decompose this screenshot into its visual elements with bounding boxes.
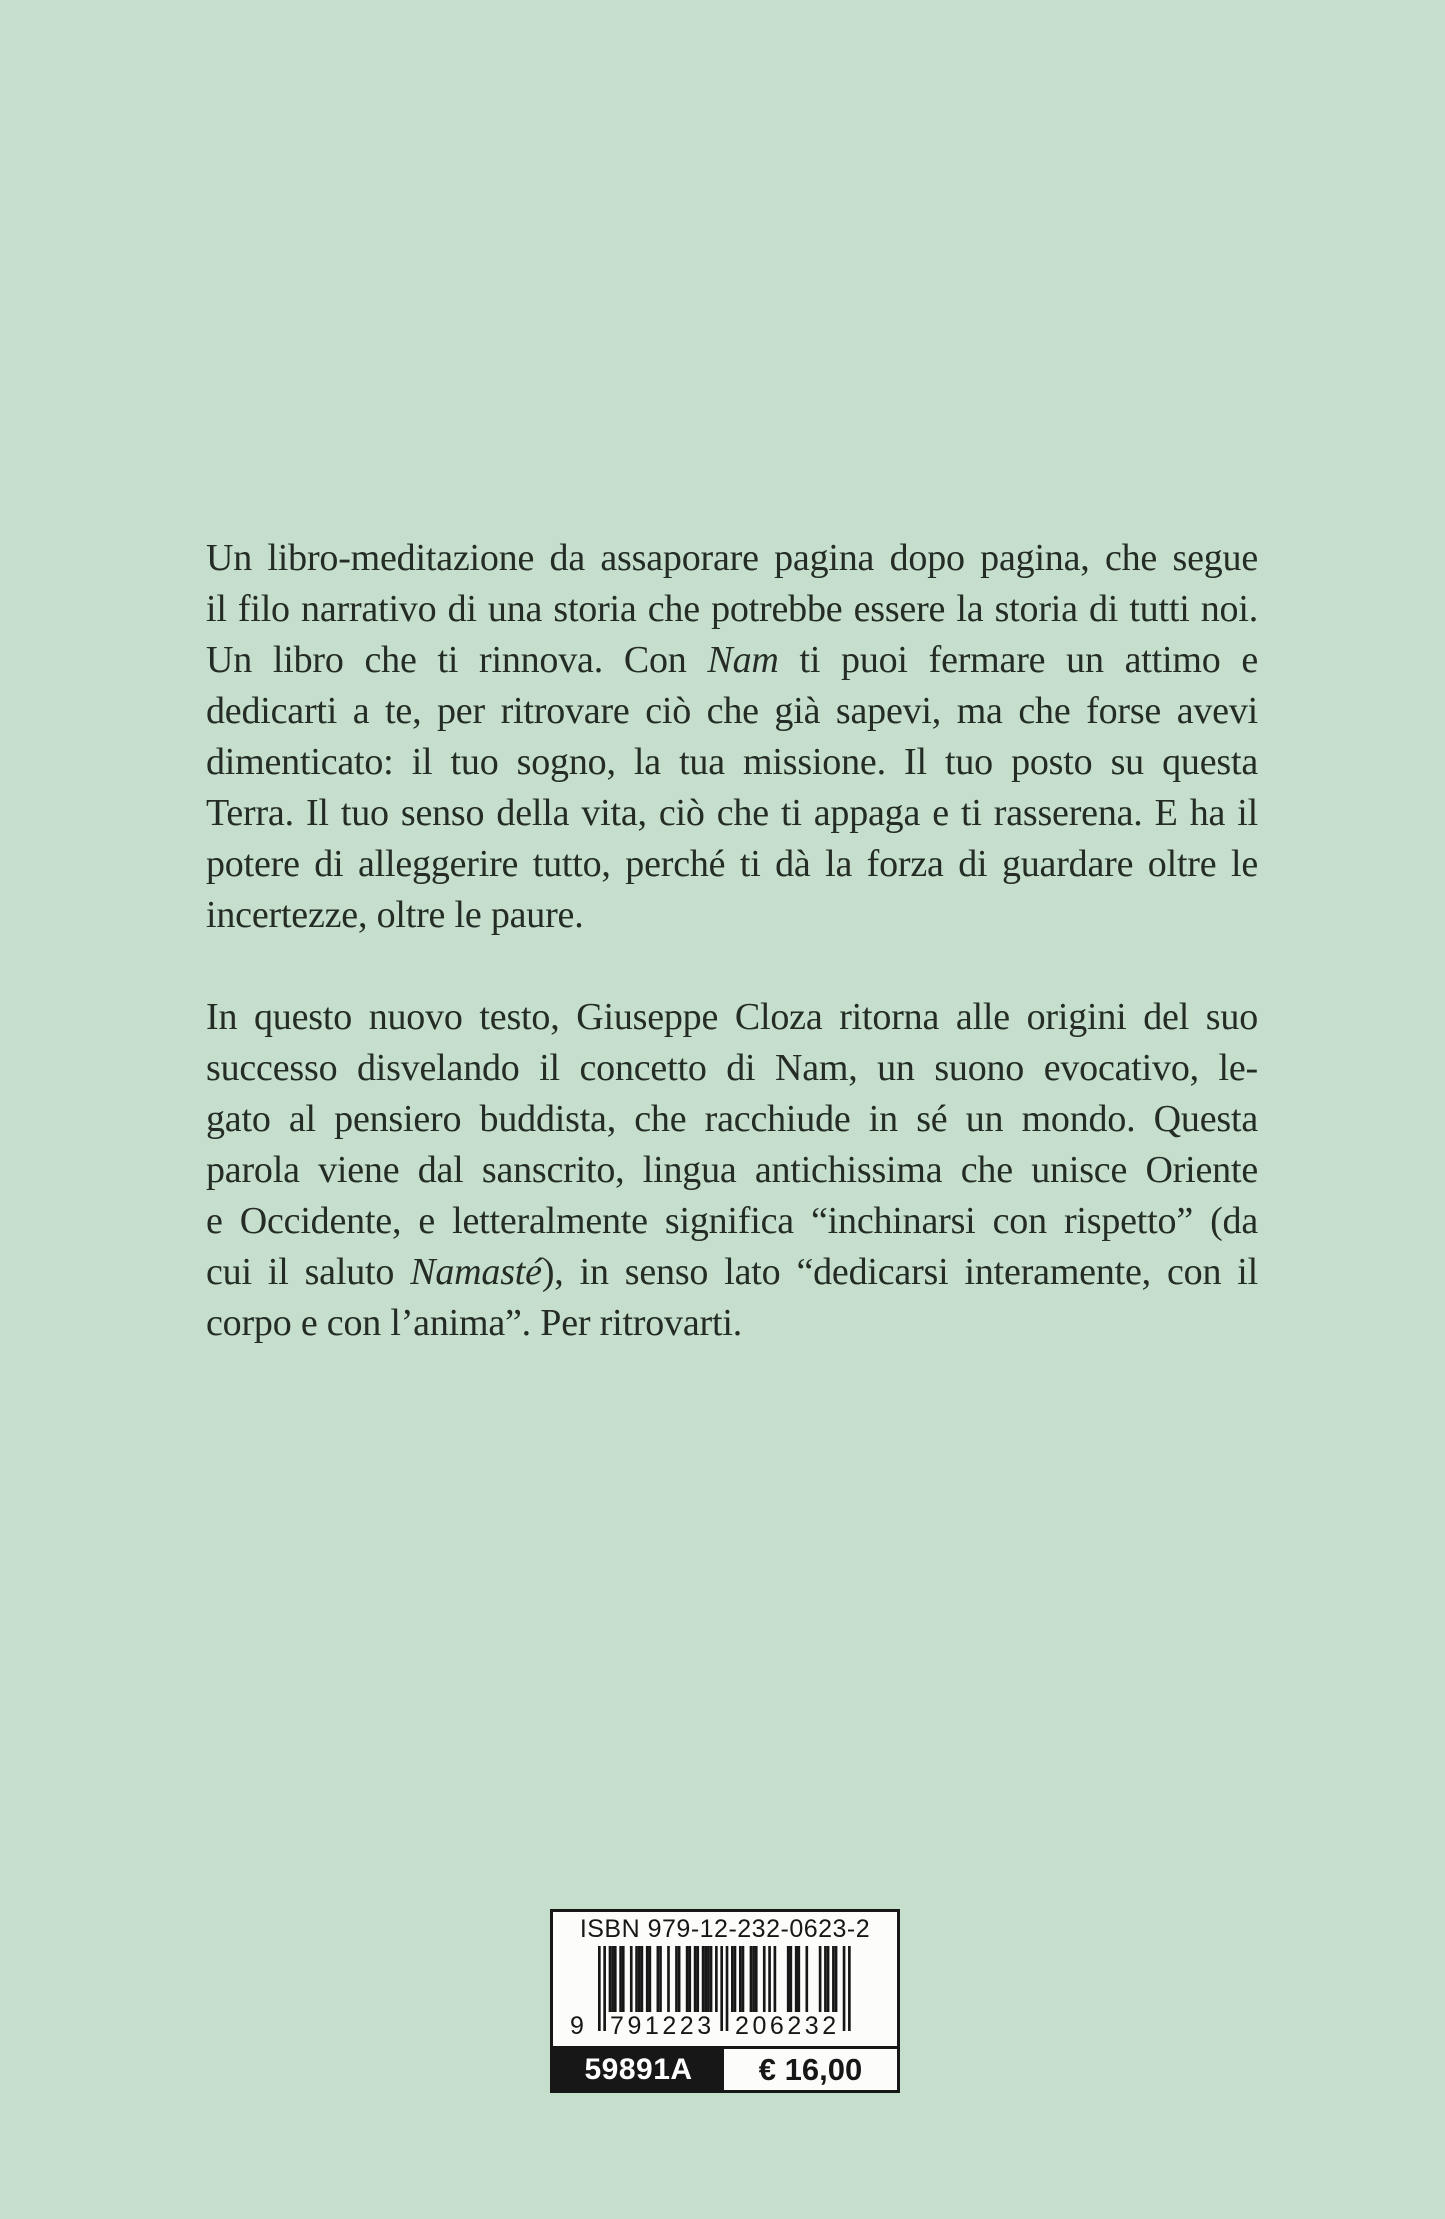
ean13-barcode [553, 1946, 897, 2038]
back-cover-blurb [206, 533, 1258, 1349]
blurb-line: Un libro-meditazione da assaporare pagina dopo pagina, che segue [206, 537, 1258, 579]
blurb-line: dimenticato: il tuo sogno, la tua missione. Il tuo posto su questa [206, 741, 1258, 783]
blurb-line [206, 635, 1258, 686]
blurb-line: incertezze, oltre le paure. [206, 894, 584, 936]
namaste-italic: Namasté [410, 1251, 542, 1293]
blurb-line: gato al pensiero buddista, che racchiude in sé un mondo. Questa [206, 1098, 1258, 1140]
price: € 16,00 [724, 2049, 897, 2090]
barcode-label [550, 1909, 900, 2093]
book-title-italic: Nam [707, 639, 779, 681]
svg-text:206232: 206232 [735, 2012, 837, 2038]
blurb-line: potere di alleggerire tutto, perché ti dà la forza di guardare oltre le [206, 843, 1258, 885]
blurb-line: e Occidente, e letteralmente significa “inchinarsi con rispetto” (da [206, 1200, 1258, 1242]
blurb-line: dedicarti a te, per ritrovare ciò che già sapevi, ma che forse avevi [206, 690, 1258, 732]
blurb-line: il filo narrativo di una storia che potrebbe essere la storia di tutti noi. [206, 588, 1258, 630]
blurb-paragraph-1 [206, 533, 1258, 941]
blurb-text-segment: ), in senso lato “dedicarsi interamente, con il [541, 1251, 1258, 1293]
blurb-line: Terra. Il tuo senso della vita, ciò che ti appaga e ti rasserena. E ha il [206, 792, 1258, 834]
blurb-line [206, 1247, 1258, 1298]
product-code: 59891A [553, 2049, 724, 2090]
blurb-line: parola viene dal sanscrito, lingua antichissima che unisce Oriente [206, 1149, 1258, 1191]
blurb-paragraph-2 [206, 992, 1258, 1349]
blurb-text-segment: cui il saluto [206, 1251, 411, 1293]
blurb-text-segment: ti puoi fermare un attimo e [778, 639, 1259, 681]
svg-text:791223: 791223 [610, 2012, 712, 2038]
svg-text:9: 9 [570, 2012, 584, 2038]
blurb-line: successo disvelando il concetto di Nam, un suono evocativo, le- [206, 1047, 1258, 1089]
blurb-line: In questo nuovo testo, Giuseppe Cloza ritorna alle origini del suo [206, 996, 1258, 1038]
blurb-text-segment: Un libro che ti rinnova. Con [206, 639, 708, 681]
blurb-line: corpo e con l’anima”. Per ritrovarti. [206, 1302, 742, 1344]
price-strip [553, 2046, 897, 2090]
isbn-number: ISBN 979-12-232-0623-2 [579, 1914, 871, 1943]
